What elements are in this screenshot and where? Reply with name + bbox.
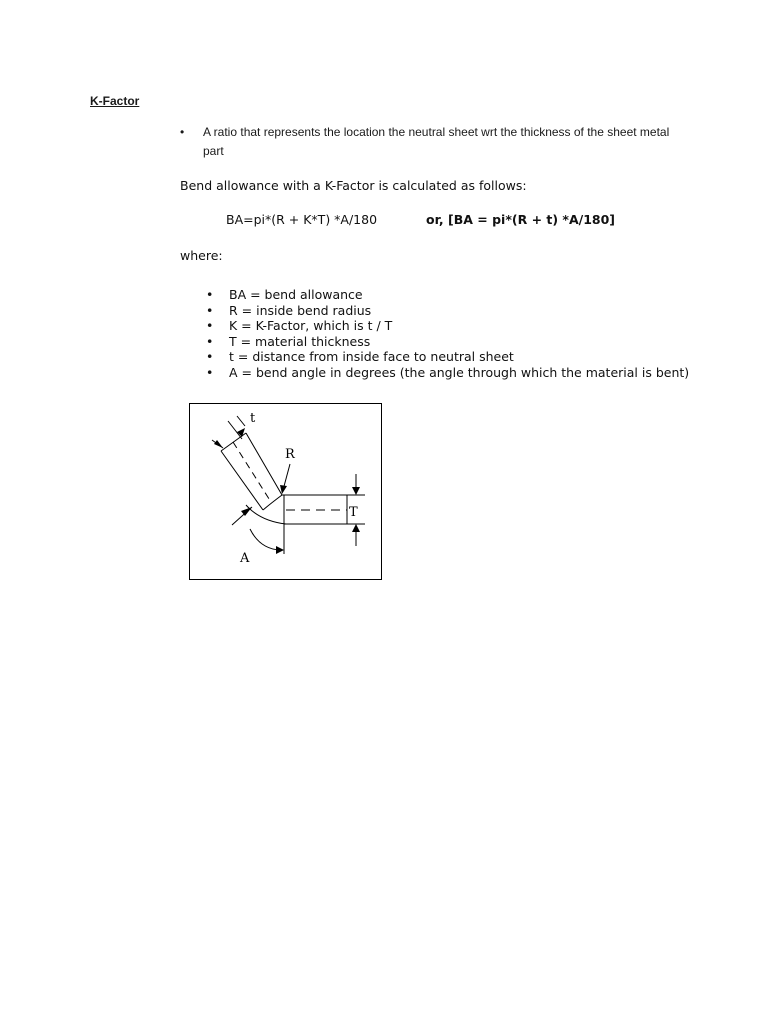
- bend-diagram: [189, 403, 382, 580]
- label-t: t: [250, 411, 256, 426]
- definition-item: • R = inside bend radius: [206, 302, 372, 318]
- definition-item: • A = bend angle in degrees (the angle through which the material is bent): [206, 364, 690, 380]
- definition-item: • T = material thickness: [206, 333, 371, 349]
- definition-item: • BA = bend allowance: [206, 287, 363, 302]
- bullet-icon: •: [206, 318, 214, 334]
- intro-bullet: [180, 123, 680, 161]
- bullet-icon: •: [206, 302, 214, 318]
- definition-item: • t = distance from inside face to neutral sheet: [206, 349, 514, 365]
- definition-item: • K = K-Factor, which is t / T: [206, 318, 393, 334]
- formula: BA=pi*(R + K*T) *A/180: [226, 212, 378, 227]
- formula-alt: or, [BA = pi*(R + t) *A/180]: [426, 212, 616, 227]
- intro-text: A ratio that represents the location the neutral sheet wrt the thickness of the sheet metal part: [203, 125, 670, 158]
- label-R: R: [285, 447, 295, 462]
- label-T: T: [349, 505, 358, 520]
- definition-list: [206, 287, 689, 381]
- bullet-icon: •: [206, 287, 214, 302]
- bend-diagram-svg: [190, 404, 381, 579]
- calc-intro: Bend allowance with a K-Factor is calculated as follows:: [180, 178, 527, 193]
- bullet-icon: •: [180, 125, 185, 139]
- where-label: where:: [180, 248, 223, 263]
- section-heading: K-Factor: [90, 94, 140, 108]
- bullet-icon: •: [206, 349, 214, 365]
- bullet-icon: •: [206, 333, 214, 349]
- bullet-icon: •: [206, 364, 214, 380]
- label-A: A: [240, 551, 250, 566]
